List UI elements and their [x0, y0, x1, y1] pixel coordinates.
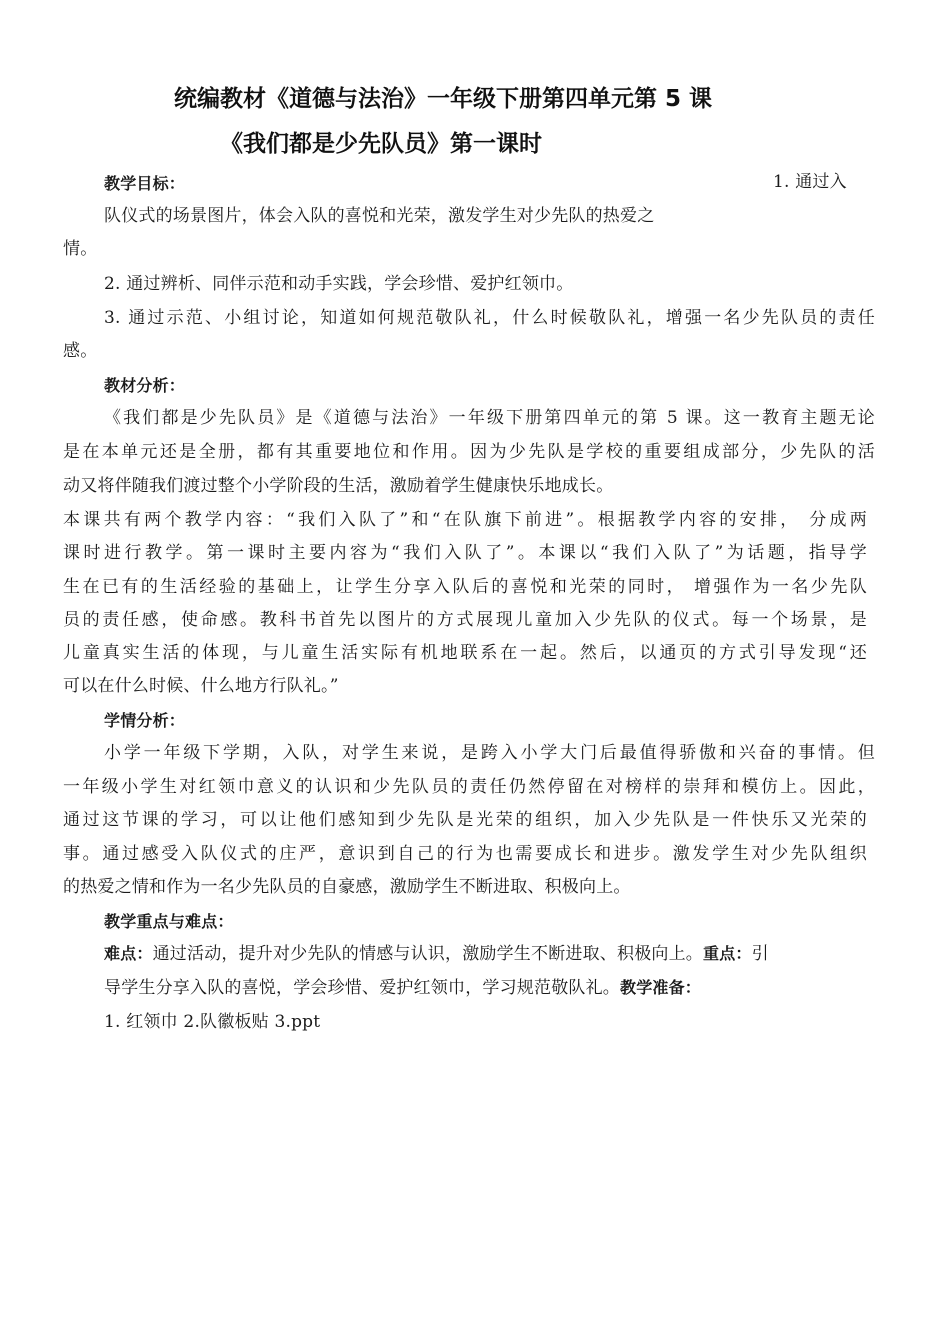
students-line-2: 一年级小学生对红领巾意义的认识和少先队员的责任仍然停留在对榜样的崇拜和模仿上。因此，: [63, 777, 875, 797]
material-p1-line-2: 是在本单元还是全册，都有其重要地位和作用。因为少先队是学校的重要组成部分，少先队的活: [63, 442, 875, 462]
students-heading: 学情分析：: [104, 711, 186, 730]
objective-3-line-1: 3. 通过示范、小组讨论，知道如何规范敬队礼，什么时候敬队礼，增强一名少先队员的责任: [104, 308, 875, 328]
students-line-5: 的热爱之情和作为一名少先队员的自豪感，激励学生不断进取、积极向上。: [63, 877, 631, 897]
document-title-line-1: 统编教材《道德与法治》一年级下册第四单元第 5 课: [174, 86, 713, 112]
material-p1-line-3: 动又将伴随我们渡过整个小学阶段的生活，激励着学生健康快乐地成长。: [63, 476, 614, 496]
document-title-line-2: 《我们都是少先队员》第一课时: [220, 131, 542, 157]
material-p2-line-4: 员的责任感，使命感。教科书首先以图片的方式展现儿童加入少先队的仪式。每一个场景，是: [63, 610, 867, 630]
keypoints-heading: 教学重点与难点：: [104, 912, 234, 931]
key-text-rest: 导学生分享入队的喜悦，学会珍惜、爱护红领巾，学习规范敬队礼。: [104, 978, 620, 998]
key-text-start: 引: [751, 944, 769, 964]
difficult-text: 通过活动，提升对少先队的情感与认识，激励学生不断进取、积极向上。: [152, 944, 704, 964]
material-p2-line-5: 儿童真实生活的体现，与儿童生活实际有机地联系在一起。然后，以通页的方式引导发现“还: [63, 643, 867, 663]
material-p2-line-3: 生在已有的生活经验的基础上，让学生分享入队后的喜悦和光荣的同时， 增强作为一名少先队: [63, 577, 867, 597]
material-p1-line-1: 《我们都是少先队员》是《道德与法治》一年级下册第四单元的第 5 课。这一教育主题无论: [104, 408, 875, 428]
prep-label: 教学准备：: [620, 978, 702, 997]
objective-1-line-1: 队仪式的场景图片，体会入队的喜悦和光荣，激发学生对少先队的热爱之: [104, 206, 655, 226]
prep-items: 1. 红领巾 2.队徽板贴 3.ppt: [104, 1012, 321, 1032]
objective-2: 2. 通过辨析、同伴示范和动手实践，学会珍惜、爱护红领巾。: [104, 274, 574, 294]
key-label: 重点：: [703, 944, 752, 963]
students-line-3: 通过这节课的学习，可以让他们感知到少先队是光荣的组织，加入少先队是一件快乐又光荣的: [63, 810, 867, 830]
objective-1-number: 1. 通过入: [773, 172, 847, 192]
students-line-4: 事。通过感受入队仪式的庄严，意识到自己的行为也需要成长和进步。激发学生对少先队组织: [63, 844, 867, 864]
keypoints-line-2: [104, 976, 701, 1000]
objectives-heading: 教学目标：: [104, 174, 186, 193]
difficult-label: 难点：: [104, 944, 153, 963]
material-p2-line-2: 课时进行教学。第一课时主要内容为“我们入队了”。本课以“我们入队了”为话题，指导学: [63, 543, 867, 563]
material-p2-line-6: 可以在什么时候、什么地方行队礼。”: [63, 676, 339, 696]
material-heading: 教材分析：: [104, 376, 186, 395]
keypoints-line-1: [104, 942, 769, 966]
material-p2-line-1: 本课共有两个教学内容：“我们入队了”和“在队旗下前进”。根据教学内容的安排， 分成两: [63, 510, 867, 530]
objective-3-line-2: 感。: [63, 341, 98, 361]
students-line-1: 小学一年级下学期，入队，对学生来说，是跨入小学大门后最值得骄傲和兴奋的事情。但: [104, 743, 875, 763]
objective-1-line-2: 情。: [63, 239, 98, 259]
